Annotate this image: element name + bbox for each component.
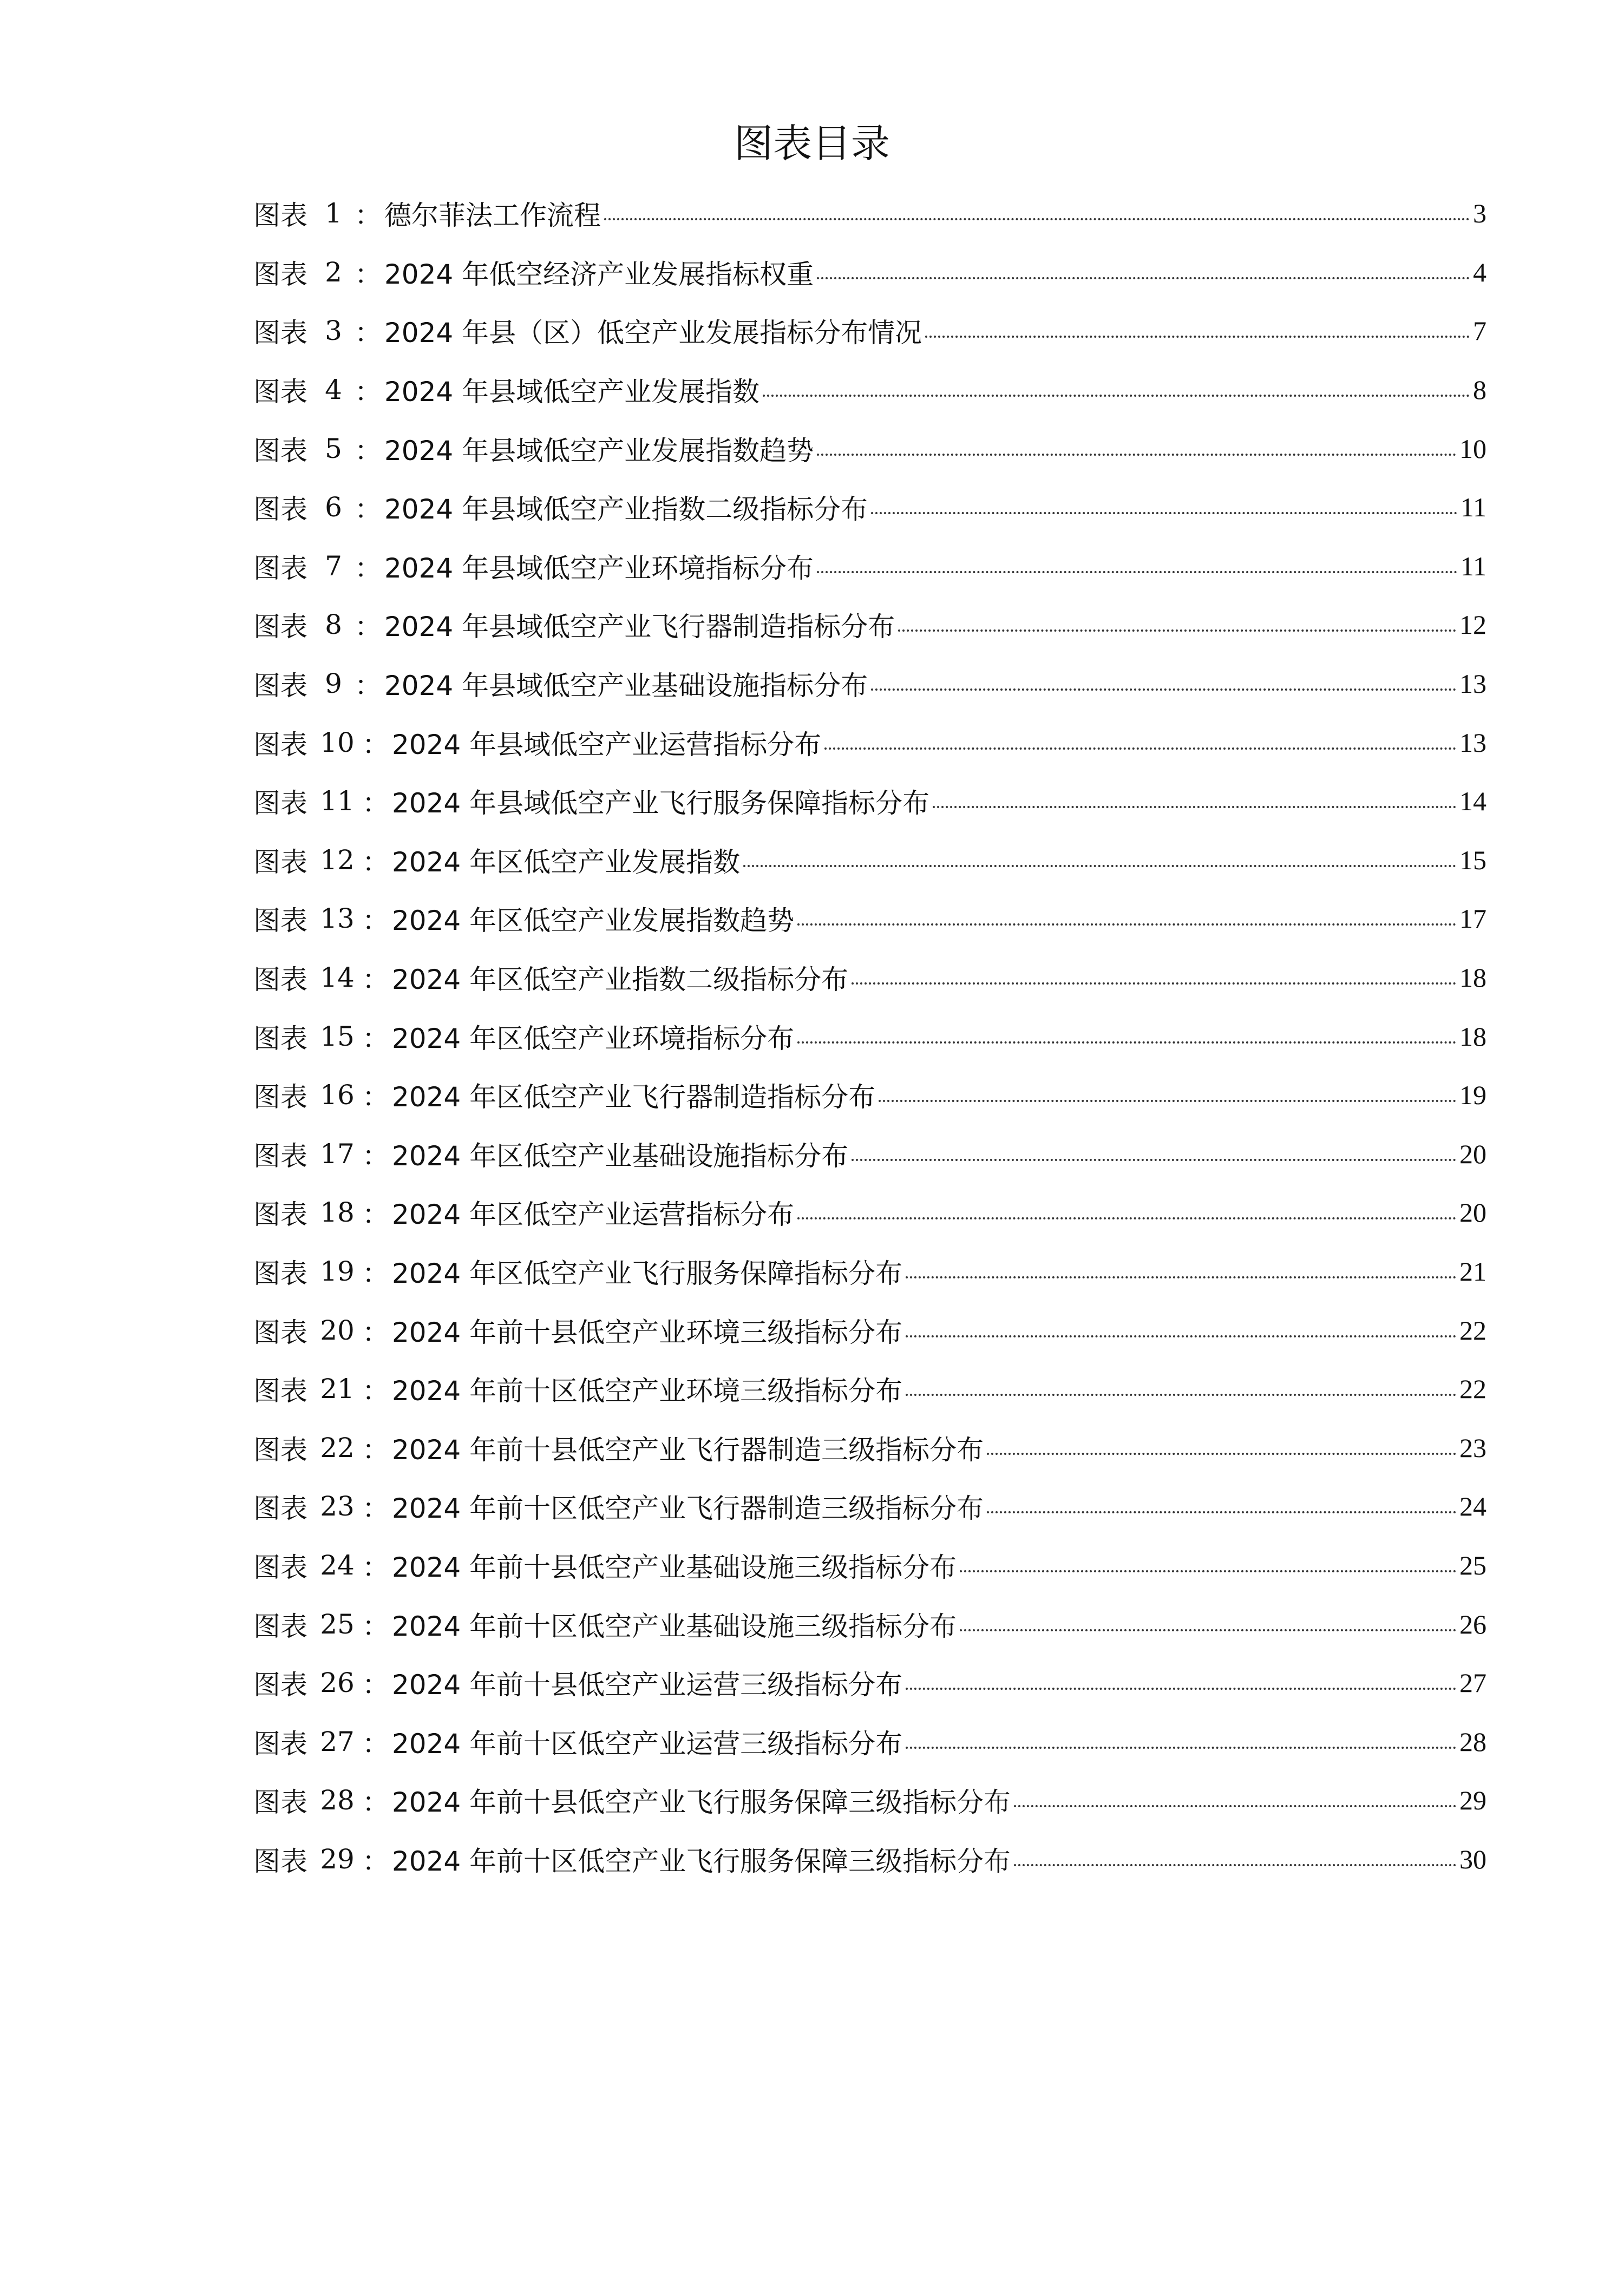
toc-entry-page-number: 12: [1459, 609, 1487, 640]
dot-leader: [906, 1688, 1456, 1690]
toc-entry-number: 18: [320, 1197, 355, 1229]
toc-entry[interactable]: [253, 713, 1487, 772]
toc-entry-label: 图表: [253, 1610, 307, 1642]
toc-entry-colon: ：: [355, 200, 382, 232]
toc-entry-number: 29: [320, 1843, 355, 1875]
toc-entry-number: 25: [320, 1608, 355, 1640]
dot-leader: [817, 454, 1456, 456]
toc-entry-label: 图表: [253, 1316, 307, 1348]
toc-entry[interactable]: [253, 360, 1487, 419]
dot-leader: [906, 1335, 1456, 1337]
toc-entry-title: 2024 年前十区低空产业飞行器制造三级指标分布: [392, 1493, 984, 1525]
toc-entry-page-number: 28: [1459, 1726, 1487, 1757]
toc-entry-title: 2024 年前十县低空产业飞行器制造三级指标分布: [392, 1434, 984, 1466]
dot-leader: [871, 512, 1457, 514]
toc-entry[interactable]: [253, 1830, 1487, 1889]
toc-entry[interactable]: [253, 889, 1487, 948]
toc-entry-label: 图表: [253, 494, 307, 526]
toc-entry-page-number: 19: [1459, 1080, 1487, 1111]
dot-leader: [763, 395, 1470, 397]
toc-entry[interactable]: [253, 772, 1487, 831]
dot-leader: [960, 1570, 1456, 1572]
toc-entry-number: 3: [325, 315, 342, 347]
toc-entry-label: 图表: [253, 1140, 307, 1172]
toc-entry-colon: ：: [362, 1787, 389, 1819]
dot-leader: [852, 1159, 1456, 1161]
dot-leader: [987, 1511, 1456, 1513]
toc-entry[interactable]: [253, 1536, 1487, 1595]
toc-entry[interactable]: [253, 243, 1487, 302]
dot-leader: [797, 1217, 1456, 1219]
toc-entry-label: 图表: [253, 1669, 307, 1701]
toc-entry-number: 2: [325, 256, 342, 288]
toc-entry-colon: ：: [355, 670, 382, 702]
toc-entry-number: 12: [320, 844, 355, 876]
toc-entry[interactable]: [253, 1242, 1487, 1301]
toc-entry[interactable]: [253, 184, 1487, 243]
dot-leader: [987, 1453, 1456, 1455]
dot-leader: [879, 1100, 1456, 1102]
toc-entry-number: 23: [320, 1491, 355, 1523]
toc-entry-title: 2024 年前十区低空产业环境三级指标分布: [392, 1375, 903, 1407]
toc-entry-colon: ：: [355, 494, 382, 526]
toc-entry[interactable]: [253, 1477, 1487, 1536]
toc-entry-label: 图表: [253, 1434, 307, 1466]
dot-leader: [933, 806, 1456, 808]
dot-leader: [817, 571, 1457, 573]
toc-entry-page-number: 20: [1459, 1197, 1487, 1228]
toc-entry-page-number: 10: [1459, 433, 1487, 464]
toc-entry-number: 7: [325, 550, 342, 582]
toc-entry-colon: ：: [362, 1551, 389, 1583]
dot-leader: [871, 688, 1456, 691]
toc-entry-colon: ：: [362, 905, 389, 937]
toc-entry-number: 6: [325, 491, 342, 523]
toc-entry-page-number: 18: [1459, 962, 1487, 993]
toc-entry-title: 2024 年县域低空产业环境指标分布: [384, 552, 814, 584]
toc-entry-title: 2024 年区低空产业飞行器制造指标分布: [392, 1081, 876, 1113]
dot-leader: [743, 865, 1456, 867]
toc-entry-colon: ：: [362, 1669, 389, 1701]
toc-entry[interactable]: [253, 654, 1487, 713]
toc-entry-title: 2024 年县域低空产业运营指标分布: [392, 729, 822, 760]
toc-entry-number: 27: [320, 1726, 355, 1757]
toc-entry-colon: ：: [355, 435, 382, 467]
toc-entry[interactable]: [253, 301, 1487, 360]
toc-entry-title: 2024 年区低空产业飞行服务保障指标分布: [392, 1257, 903, 1289]
toc-entry[interactable]: [253, 537, 1487, 596]
dot-leader: [824, 747, 1456, 750]
dot-leader: [817, 277, 1470, 279]
toc-entry[interactable]: [253, 1007, 1487, 1066]
toc-entry-page-number: 25: [1459, 1550, 1487, 1580]
toc-entry-label: 图表: [253, 964, 307, 996]
toc-entry[interactable]: [253, 1712, 1487, 1771]
toc-entry-title: 2024 年前十县低空产业运营三级指标分布: [392, 1669, 903, 1701]
toc-entry-colon: ：: [362, 1375, 389, 1407]
toc-entry-colon: ：: [362, 1434, 389, 1466]
dot-leader: [852, 982, 1456, 985]
toc-entry[interactable]: [253, 1183, 1487, 1242]
toc-entry[interactable]: [253, 1771, 1487, 1830]
toc-entry-number: 26: [320, 1667, 355, 1699]
toc-entry-page-number: 8: [1473, 375, 1487, 405]
toc-entry-label: 图表: [253, 1022, 307, 1054]
toc-entry-label: 图表: [253, 200, 307, 232]
toc-entry-page-number: 17: [1459, 903, 1487, 934]
toc-entry[interactable]: [253, 1418, 1487, 1477]
toc-entry-title: 2024 年县域低空产业发展指数趋势: [384, 435, 814, 467]
toc-entry-colon: ：: [362, 1610, 389, 1642]
toc-entry[interactable]: [253, 948, 1487, 1007]
toc-entry-number: 13: [320, 903, 355, 935]
toc-entry-number: 9: [325, 668, 342, 700]
toc-entry-label: 图表: [253, 1199, 307, 1231]
toc-entry-number: 8: [325, 609, 342, 641]
toc-entry-page-number: 30: [1459, 1844, 1487, 1874]
toc-entry-page-number: 22: [1459, 1374, 1487, 1405]
toc-entry-page-number: 27: [1459, 1668, 1487, 1698]
toc-entry[interactable]: [253, 1125, 1487, 1184]
toc-entry-page-number: 18: [1459, 1021, 1487, 1052]
toc-entry-colon: ：: [355, 552, 382, 584]
toc-entry-number: 5: [325, 432, 342, 464]
toc-entry-label: 图表: [253, 317, 307, 349]
toc-entry-title: 2024 年前十县低空产业环境三级指标分布: [392, 1316, 903, 1348]
toc-entry-colon: ：: [362, 1140, 389, 1172]
toc-entry[interactable]: [253, 595, 1487, 654]
toc-entry-colon: ：: [362, 729, 389, 760]
toc-entry-number: 10: [320, 726, 355, 758]
toc-entry-colon: ：: [362, 1845, 389, 1877]
toc-entry-page-number: 11: [1460, 492, 1487, 523]
toc-entry-colon: ：: [355, 258, 382, 290]
dot-leader: [960, 1629, 1456, 1631]
toc-entry-number: 20: [320, 1314, 355, 1346]
toc-entry-page-number: 24: [1459, 1491, 1487, 1522]
toc-entry-number: 16: [320, 1079, 355, 1111]
toc-entry-label: 图表: [253, 552, 307, 584]
toc-entry-colon: ：: [362, 1316, 389, 1348]
toc-entry-colon: ：: [362, 1493, 389, 1525]
toc-entry-label: 图表: [253, 670, 307, 702]
toc-entry-colon: ：: [362, 846, 389, 878]
toc-entry[interactable]: [253, 419, 1487, 478]
figure-toc-list: [253, 184, 1487, 1888]
toc-entry-number: 14: [320, 962, 355, 994]
toc-entry-number: 24: [320, 1549, 355, 1581]
toc-entry-page-number: 4: [1473, 257, 1487, 287]
toc-entry-label: 图表: [253, 1257, 307, 1289]
toc-entry-title: 德尔菲法工作流程: [384, 200, 601, 232]
dot-leader: [906, 1747, 1456, 1749]
toc-entry-colon: ：: [362, 1081, 389, 1113]
toc-entry-label: 图表: [253, 1493, 307, 1525]
dot-leader: [604, 218, 1470, 220]
toc-entry-colon: ：: [362, 788, 389, 819]
toc-entry-label: 图表: [253, 1728, 307, 1760]
toc-entry[interactable]: [253, 1360, 1487, 1419]
toc-entry-title: 2024 年县（区）低空产业发展指标分布情况: [384, 317, 922, 349]
toc-entry-page-number: 11: [1460, 550, 1487, 581]
toc-entry-colon: ：: [362, 1728, 389, 1760]
toc-entry[interactable]: [253, 478, 1487, 537]
toc-entry-page-number: 23: [1459, 1432, 1487, 1463]
toc-entry-label: 图表: [253, 258, 307, 290]
toc-entry-page-number: 3: [1473, 198, 1487, 229]
toc-entry-title: 2024 年县域低空产业发展指数: [384, 376, 760, 408]
toc-entry-title: 2024 年前十区低空产业运营三级指标分布: [392, 1728, 903, 1760]
toc-entry-title: 2024 年区低空产业运营指标分布: [392, 1199, 795, 1231]
toc-entry[interactable]: [253, 831, 1487, 890]
dot-leader: [898, 629, 1456, 632]
toc-entry-label: 图表: [253, 729, 307, 760]
toc-entry-number: 1: [325, 198, 342, 229]
toc-entry[interactable]: [253, 1595, 1487, 1654]
toc-entry-page-number: 14: [1459, 786, 1487, 817]
toc-entry-number: 11: [320, 785, 355, 817]
toc-entry-number: 19: [320, 1255, 355, 1287]
toc-entry-label: 图表: [253, 1551, 307, 1583]
toc-entry-label: 图表: [253, 611, 307, 643]
page-title: 图表目录: [734, 121, 890, 166]
toc-entry[interactable]: [253, 1654, 1487, 1713]
toc-entry-number: 17: [320, 1138, 355, 1170]
toc-entry-page-number: 29: [1459, 1785, 1487, 1816]
toc-entry-label: 图表: [253, 1081, 307, 1113]
toc-entry-page-number: 26: [1459, 1609, 1487, 1639]
toc-entry-title: 2024 年区低空产业指数二级指标分布: [392, 964, 849, 996]
toc-entry-colon: ：: [355, 317, 382, 349]
toc-entry-title: 2024 年区低空产业环境指标分布: [392, 1022, 795, 1054]
toc-entry-title: 2024 年区低空产业发展指数趋势: [392, 905, 795, 937]
toc-entry-label: 图表: [253, 846, 307, 878]
toc-entry-number: 15: [320, 1020, 355, 1052]
toc-entry-colon: ：: [362, 964, 389, 996]
toc-entry-title: 2024 年县域低空产业指数二级指标分布: [384, 494, 868, 526]
dot-leader: [1014, 1864, 1456, 1866]
toc-entry[interactable]: [253, 1066, 1487, 1125]
toc-entry-label: 图表: [253, 376, 307, 408]
toc-entry-label: 图表: [253, 435, 307, 467]
toc-entry-number: 21: [320, 1373, 355, 1405]
toc-entry-title: 2024 年区低空产业基础设施指标分布: [392, 1140, 849, 1172]
toc-entry-page-number: 13: [1459, 727, 1487, 758]
toc-entry-title: 2024 年低空经济产业发展指标权重: [384, 258, 814, 290]
toc-entry-title: 2024 年区低空产业发展指数: [392, 846, 741, 878]
toc-entry-page-number: 20: [1459, 1138, 1487, 1169]
toc-entry-colon: ：: [362, 1257, 389, 1289]
dot-leader: [925, 336, 1470, 338]
toc-entry-number: 28: [320, 1785, 355, 1816]
dot-leader: [797, 1041, 1456, 1044]
toc-entry-title: 2024 年县域低空产业基础设施指标分布: [384, 670, 868, 702]
dot-leader: [1014, 1805, 1456, 1807]
toc-entry-page-number: 22: [1459, 1315, 1487, 1346]
toc-entry-page-number: 15: [1459, 844, 1487, 875]
toc-entry-number: 4: [325, 374, 342, 406]
toc-entry-page-number: 21: [1459, 1256, 1487, 1287]
toc-entry-title: 2024 年前十县低空产业飞行服务保障三级指标分布: [392, 1787, 1011, 1819]
toc-entry-title: 2024 年县域低空产业飞行服务保障指标分布: [392, 788, 930, 819]
toc-entry-colon: ：: [355, 376, 382, 408]
toc-entry-colon: ：: [362, 1199, 389, 1231]
toc-entry-title: 2024 年前十县低空产业基础设施三级指标分布: [392, 1551, 957, 1583]
toc-entry-label: 图表: [253, 905, 307, 937]
toc-entry-title: 2024 年前十区低空产业基础设施三级指标分布: [392, 1610, 957, 1642]
toc-entry-label: 图表: [253, 788, 307, 819]
dot-leader: [906, 1276, 1456, 1278]
toc-entry-page-number: 7: [1473, 316, 1487, 346]
toc-entry-title: 2024 年县域低空产业飞行器制造指标分布: [384, 611, 895, 643]
toc-entry-number: 22: [320, 1432, 355, 1464]
toc-entry-colon: ：: [355, 611, 382, 643]
dot-leader: [797, 923, 1456, 926]
toc-entry-label: 图表: [253, 1787, 307, 1819]
toc-entry-colon: ：: [362, 1022, 389, 1054]
toc-entry-page-number: 13: [1459, 668, 1487, 699]
toc-entry-label: 图表: [253, 1375, 307, 1407]
dot-leader: [906, 1394, 1456, 1396]
toc-entry[interactable]: [253, 1301, 1487, 1360]
toc-entry-title: 2024 年前十区低空产业飞行服务保障三级指标分布: [392, 1845, 1011, 1877]
toc-entry-label: 图表: [253, 1845, 307, 1877]
